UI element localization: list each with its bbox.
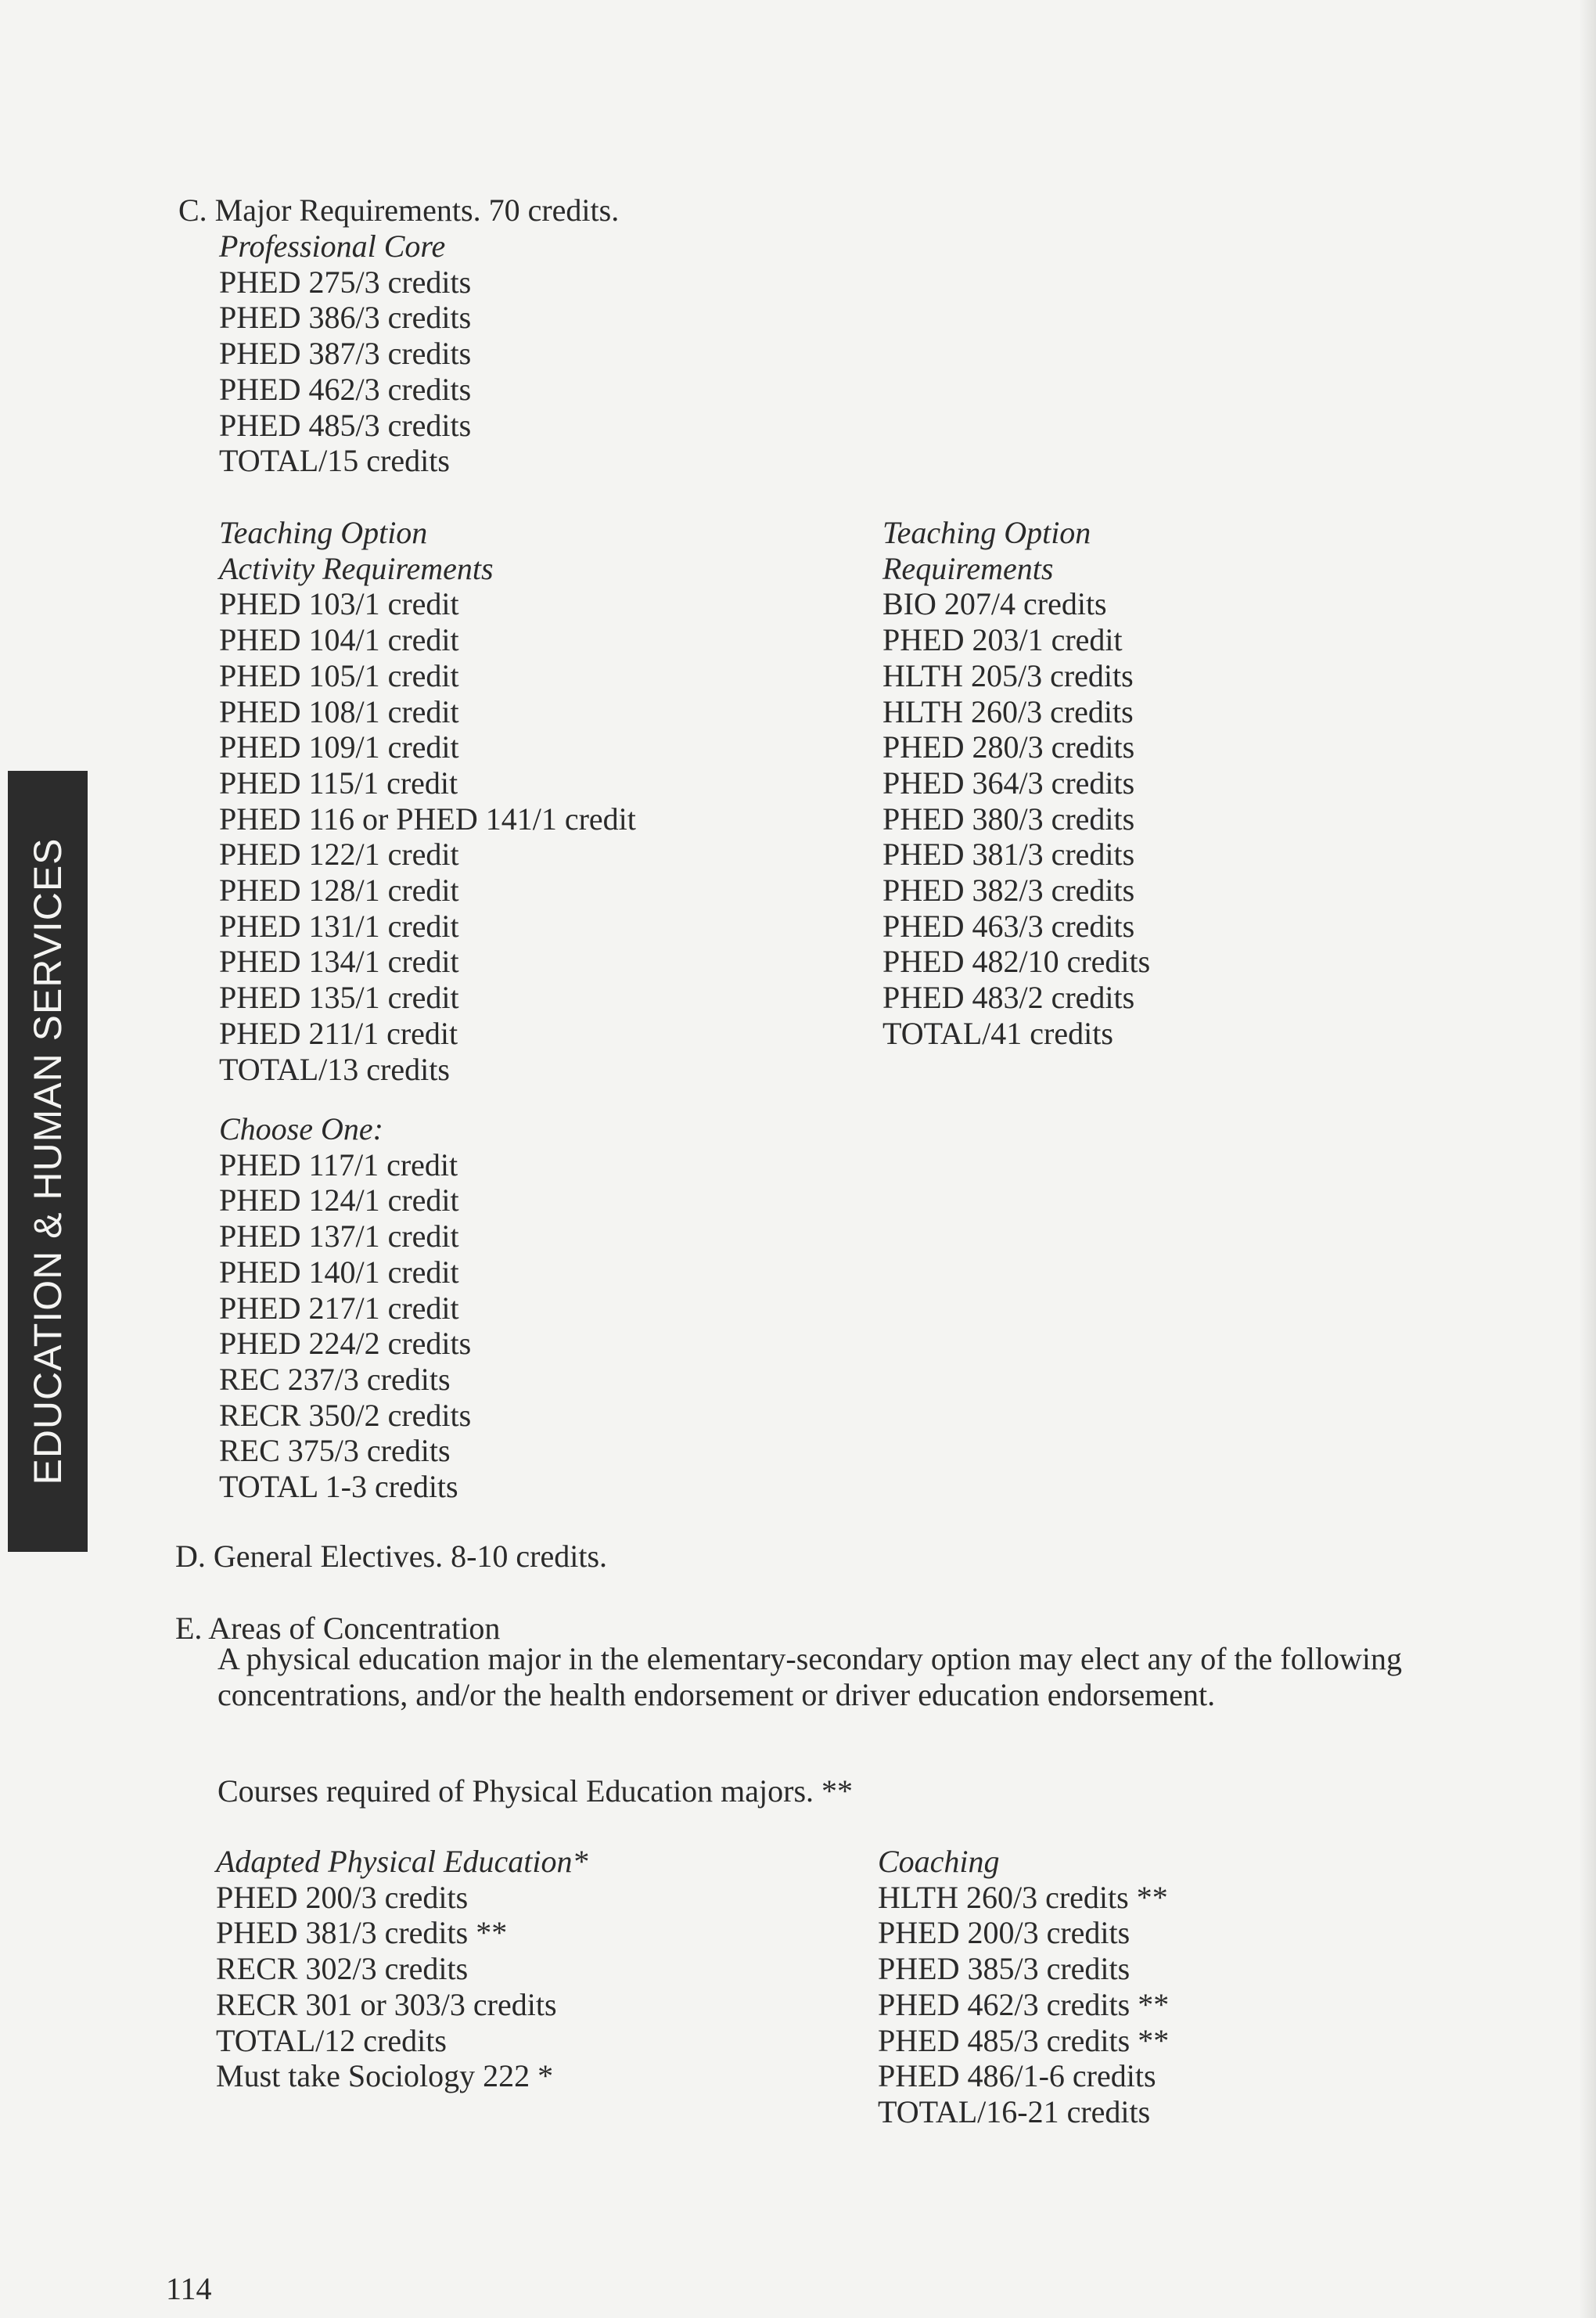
professional-core-block (219, 229, 471, 479)
coaching-total: TOTAL/16-21 credits (878, 2093, 1151, 2129)
activity-item: PHED 135/1 credit (219, 980, 459, 1016)
requirement-item: PHED 382/3 credits (882, 873, 1135, 909)
adapted-pe-title: Adapted Physical Education* (216, 1844, 588, 1879)
adapted-item: PHED 200/3 credits (216, 1879, 469, 1915)
choose-one-item: PHED 137/1 credit (219, 1218, 459, 1254)
adapted-item: PHED 381/3 credits ** (216, 1915, 508, 1951)
requirement-item: HLTH 205/3 credits (882, 657, 1134, 693)
activity-item: PHED 134/1 credit (219, 944, 459, 980)
requirements-title-line1: Teaching Option (882, 515, 1091, 550)
requirement-item: PHED 364/3 credits (882, 765, 1135, 801)
coaching-item: PHED 200/3 credits (878, 1915, 1130, 1951)
choose-one-item: REC 375/3 credits (219, 1433, 451, 1469)
section-e-heading: E. Areas of Concentration (175, 1611, 501, 1646)
requirement-item: PHED 380/3 credits (882, 801, 1135, 837)
choose-one-title: Choose One: (219, 1111, 383, 1146)
activity-item: PHED 115/1 credit (219, 765, 458, 801)
choose-one-item: PHED 140/1 credit (219, 1254, 459, 1290)
activity-item: PHED 116 or PHED 141/1 credit (219, 801, 636, 837)
requirement-item: HLTH 260/3 credits (882, 693, 1134, 729)
activity-item: PHED 128/1 credit (219, 873, 459, 909)
adapted-note: Must take Sociology 222 * (216, 2058, 554, 2094)
section-c-heading: C. Major Requirements. 70 credits. (178, 193, 620, 228)
activity-item: PHED 211/1 credit (219, 1015, 458, 1051)
activity-title-line2: Activity Requirements (219, 550, 494, 586)
majors-note: Courses required of Physical Education majors. ** (217, 1773, 854, 1809)
coaching-item: PHED 385/3 credits (878, 1951, 1130, 1987)
choose-one-item: PHED 124/1 credit (219, 1182, 459, 1218)
adapted-item: RECR 301 or 303/3 credits (216, 1986, 557, 2022)
coaching-item: PHED 462/3 credits ** (878, 1986, 1170, 2022)
choose-one-block (219, 1111, 471, 1505)
requirement-item: BIO 207/4 credits (882, 586, 1107, 622)
coaching-item: HLTH 260/3 credits ** (878, 1879, 1168, 1915)
requirement-item: PHED 203/1 credit (882, 622, 1123, 658)
activity-total: TOTAL/13 credits (219, 1051, 450, 1087)
core-item: PHED 275/3 credits (219, 264, 472, 300)
activity-item: PHED 131/1 credit (219, 908, 459, 944)
requirements-total: TOTAL/41 credits (882, 1015, 1113, 1051)
requirements-title-line2: Requirements (882, 550, 1054, 586)
activity-item: PHED 122/1 credit (219, 837, 459, 873)
requirement-item: PHED 280/3 credits (882, 729, 1135, 765)
requirement-item: PHED 482/10 credits (882, 944, 1151, 980)
activity-requirements-block (219, 515, 636, 1087)
coaching-item: PHED 485/3 credits ** (878, 2022, 1170, 2058)
side-tab-label: EDUCATION & HUMAN SERVICES (26, 837, 70, 1485)
teaching-requirements-block (882, 515, 1150, 1052)
requirement-item: PHED 463/3 credits (882, 908, 1135, 944)
core-item: PHED 386/3 credits (219, 300, 472, 336)
core-item: PHED 387/3 credits (219, 336, 472, 372)
activity-item: PHED 104/1 credit (219, 622, 459, 658)
activity-item: PHED 108/1 credit (219, 693, 459, 729)
choose-one-item: PHED 117/1 credit (219, 1146, 458, 1182)
core-item: PHED 485/3 credits (219, 407, 472, 443)
coaching-title: Coaching (878, 1844, 1000, 1879)
adapted-pe-block (216, 1844, 588, 2094)
choose-one-item: REC 237/3 credits (219, 1361, 451, 1397)
adapted-item: RECR 302/3 credits (216, 1951, 469, 1987)
requirement-item: PHED 381/3 credits (882, 837, 1135, 873)
activity-item: PHED 105/1 credit (219, 657, 459, 693)
page-edge-shadow (1579, 0, 1596, 2318)
activity-item: PHED 109/1 credit (219, 729, 459, 765)
concentration-paragraph: A physical education major in the elementary-secondary option may elect any of the following concentrations, and/or the health endorsement or driver education endorsement. (217, 1641, 1402, 1712)
choose-one-item: RECR 350/2 credits (219, 1397, 472, 1433)
page-number: 114 (166, 2271, 212, 2306)
coaching-block (878, 1844, 1169, 2130)
adapted-total: TOTAL/12 credits (216, 2022, 447, 2058)
activity-item: PHED 103/1 credit (219, 586, 459, 622)
activity-title-line1: Teaching Option (219, 515, 428, 550)
choose-one-item: PHED 224/2 credits (219, 1326, 472, 1362)
section-side-tab (8, 771, 88, 1552)
requirement-item: PHED 483/2 credits (882, 980, 1135, 1016)
choose-one-total: TOTAL 1-3 credits (219, 1469, 458, 1505)
core-total: TOTAL/15 credits (219, 443, 450, 479)
coaching-item: PHED 486/1-6 credits (878, 2058, 1156, 2094)
professional-core-title: Professional Core (219, 229, 446, 264)
choose-one-item: PHED 217/1 credit (219, 1290, 459, 1326)
core-item: PHED 462/3 credits (219, 371, 472, 407)
section-d-heading: D. General Electives. 8-10 credits. (175, 1539, 608, 1574)
